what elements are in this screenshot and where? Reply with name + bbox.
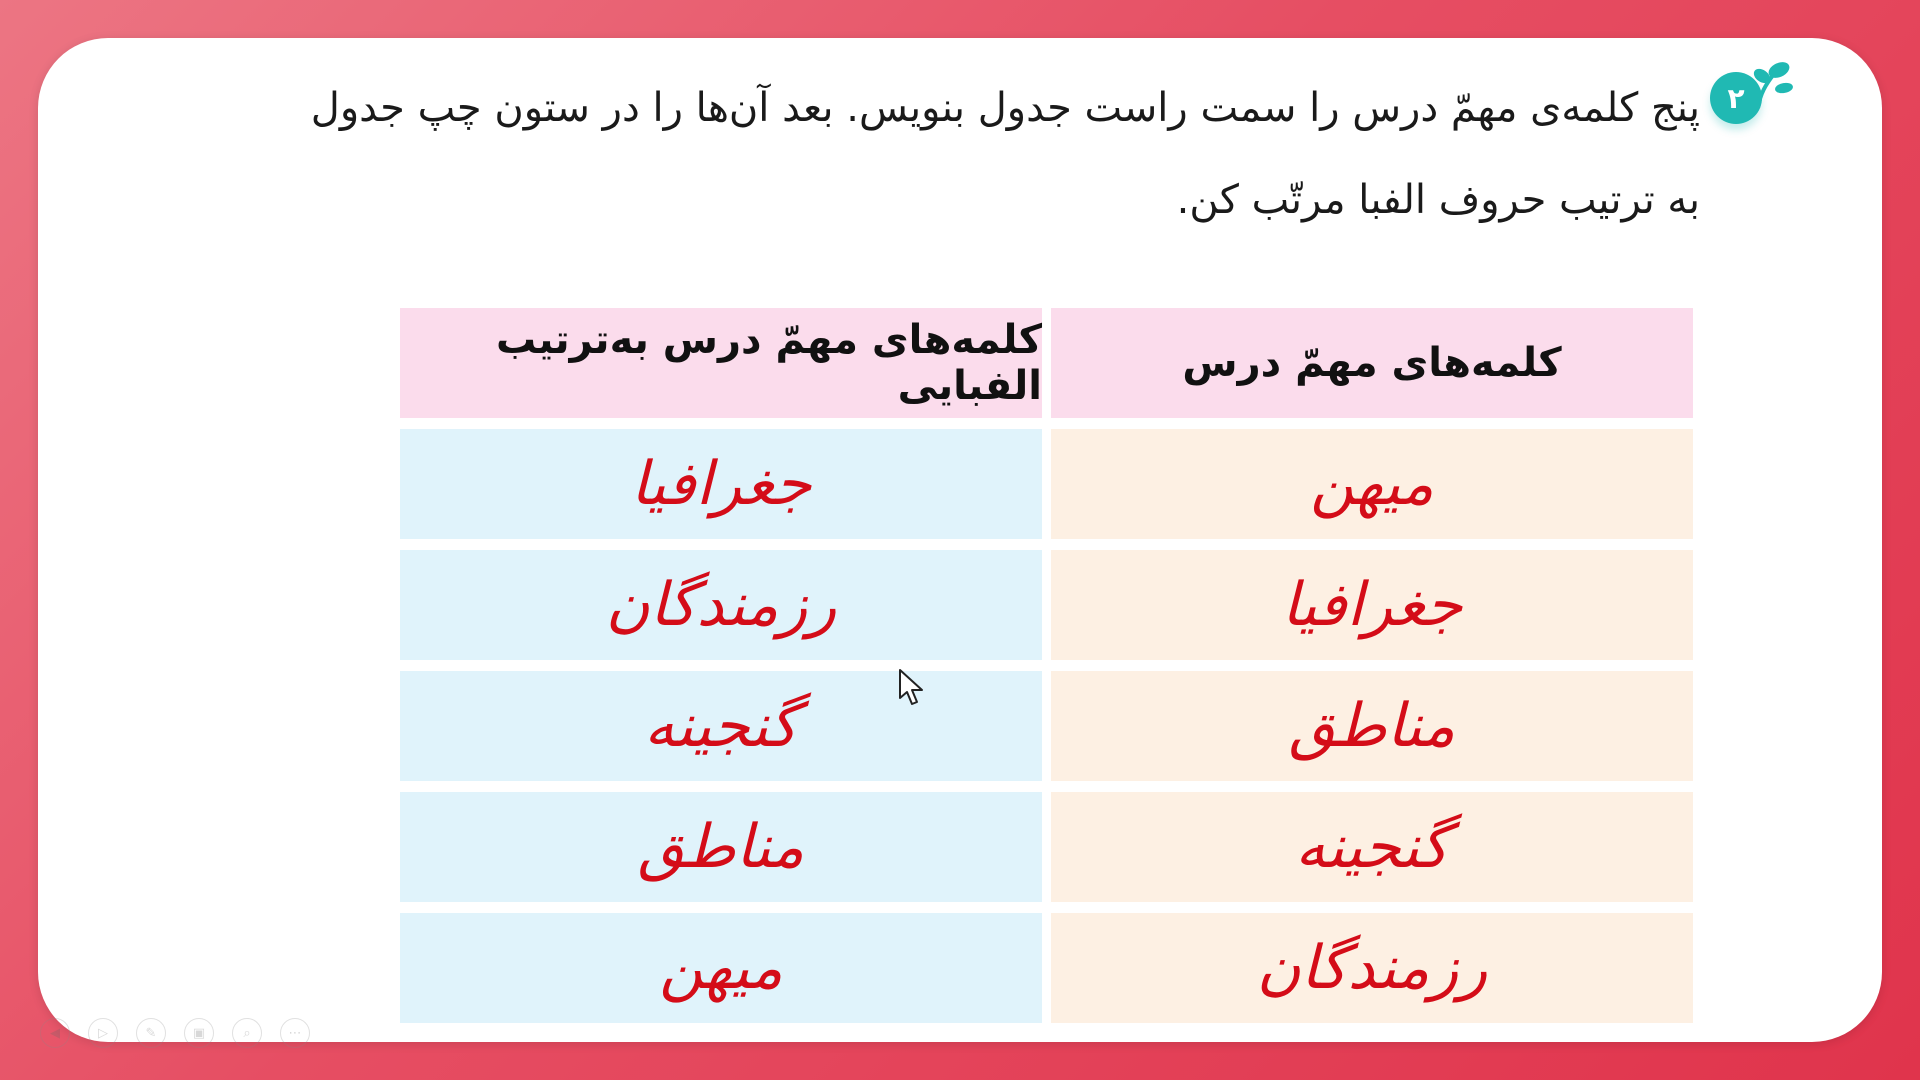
rewind-icon[interactable]: ◀ <box>40 1018 70 1048</box>
sorted-words-column <box>400 308 1042 1023</box>
sorted-words-header: کلمه‌های مهمّ درس به‌ترتیب الفبایی <box>400 308 1042 418</box>
important-words-column <box>1051 308 1693 1023</box>
question-number-badge: ۲ <box>1710 72 1762 124</box>
important-word-cell: جغرافیا <box>1051 550 1693 660</box>
more-icon[interactable]: ⋯ <box>280 1018 310 1048</box>
important-word-cell: مناطق <box>1051 671 1693 781</box>
player-controls <box>40 1018 310 1048</box>
sorted-word-cell: رزمندگان <box>400 550 1042 660</box>
sorted-word-cell: گنجینه <box>400 671 1042 781</box>
important-word-cell: رزمندگان <box>1051 913 1693 1023</box>
question-text: پنج کلمه‌ی مهمّ درس را سمت راست جدول بنویس. بعد آن‌ها را در ستون چپ جدول به ترتیب حروف الفبا مرتّب کن. <box>310 85 1700 223</box>
important-word-cell: میهن <box>1051 429 1693 539</box>
screen-icon[interactable]: ▣ <box>184 1018 214 1048</box>
sorted-word-cell: مناطق <box>400 792 1042 902</box>
play-icon[interactable]: ▷ <box>88 1018 118 1048</box>
zoom-icon[interactable]: ⌕ <box>232 1018 262 1048</box>
important-word-cell: گنجینه <box>1051 792 1693 902</box>
mouse-pointer-icon <box>898 668 926 708</box>
sorted-word-cell: میهن <box>400 913 1042 1023</box>
sorted-word-cell: جغرافیا <box>400 429 1042 539</box>
pen-icon[interactable]: ✎ <box>136 1018 166 1048</box>
important-words-header: کلمه‌های مهمّ درس <box>1051 308 1693 418</box>
